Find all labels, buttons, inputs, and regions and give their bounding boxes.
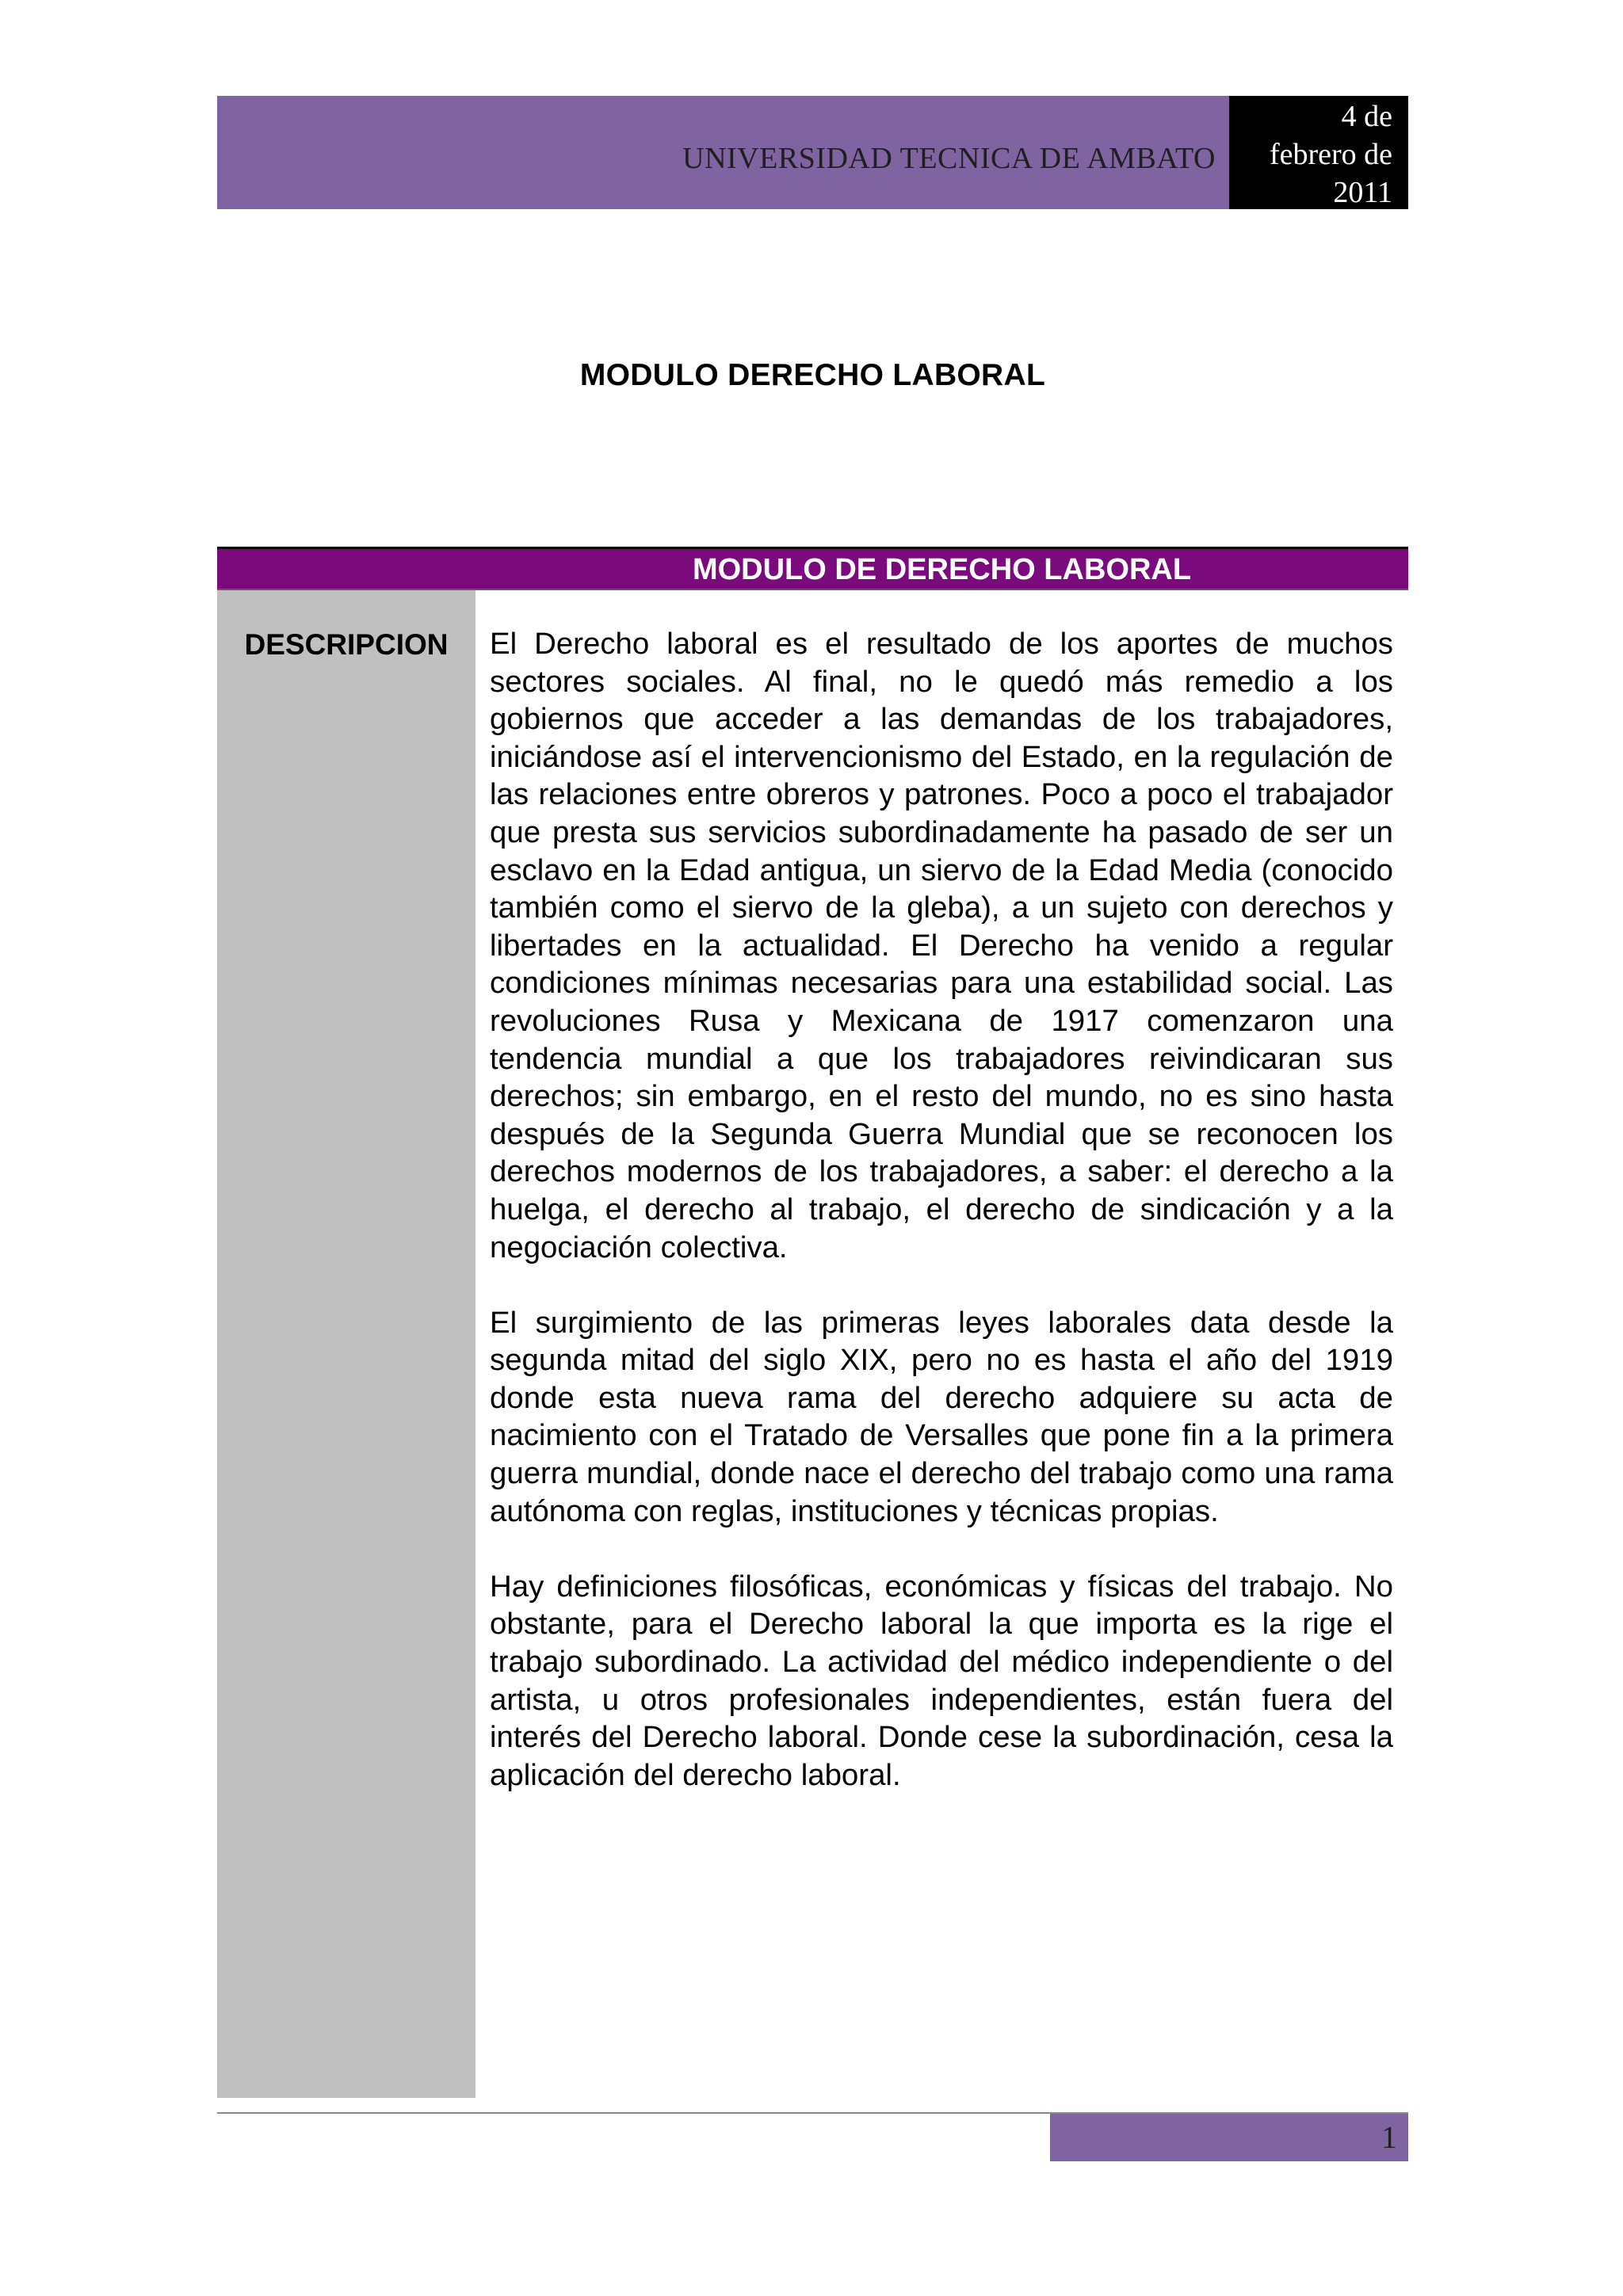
header-date	[1229, 96, 1408, 209]
page-number: 1	[1381, 2119, 1397, 2155]
label-column	[217, 590, 475, 2098]
row-label-descripcion: DESCRIPCION	[244, 628, 449, 661]
header-date-line-2: febrero de	[1269, 138, 1392, 171]
description-text	[490, 625, 1393, 1832]
description-paragraph-3: Hay definiciones filosóficas, económicas y físicas del trabajo. No obstante, para el Derecho laboral la que importa es la rige el trabajo subordinado. La actividad del médico independiente o del artista, u otros profesionales independientes, están fuera del interés del Derecho laboral. Donde cese la subordinación, cesa la aplicación del derecho laboral.	[490, 1569, 1393, 1792]
document-title: MODULO DERECHO LABORAL	[579, 358, 1046, 392]
description-paragraph-1: El Derecho laboral es el resultado de los aportes de muchos sectores sociales. Al final, no le quedó más remedio a los gobiernos que acceder a las demandas de los trabajadores, iniciándose así el intervencionismo del Estado, en la regulación de las relaciones entre obreros y patrones. Poco a poco el trabajador que presta sus servicios subordinadamente ha pasado de ser un esclavo en la Edad antigua, un siervo de la Edad Media (conocido también como el siervo de la gleba), a un sujeto con derechos y libertades en la actualidad. El Derecho ha venido a regular condiciones mínimas necesarias para una estabilidad social. Las revoluciones Rusa y Mexicana de 1917 comenzaron una tendencia mundial a que los trabajadores reivindicaran sus derechos; sin embargo, en el resto del mundo, no es sino hasta después de la Segunda Guerra Mundial que se reconocen los derechos modernos de los trabajadores, a saber: el derecho a la huelga, el derecho al trabajo, el derecho de sindicación y a la negociación colectiva.	[490, 627, 1393, 1264]
header-date-line-1: 4 de	[1341, 100, 1392, 133]
table-header-title: MODULO DE DERECHO LABORAL	[692, 553, 1192, 586]
header-institution: UNIVERSIDAD TECNICA DE AMBATO	[682, 141, 1216, 175]
description-paragraph-2: El surgimiento de las primeras leyes laborales data desde la segunda mitad del siglo XIX, pero no es hasta el año del 1919 donde esta nueva rama del derecho adquiere su acta de nacimiento con el Tratado de Versalles que pone fin a la primera guerra mundial, donde nace el derecho del trabajo como una rama autónoma con reglas, instituciones y técnicas propias.	[490, 1305, 1393, 1528]
header-date-line-3: 2011	[1333, 176, 1392, 209]
